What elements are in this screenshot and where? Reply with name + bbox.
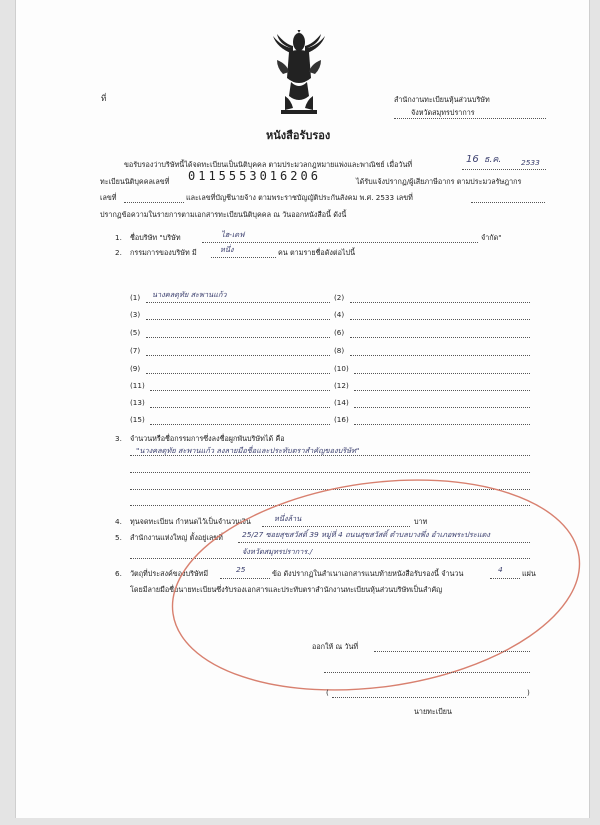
signatory-paren-open: ( xyxy=(326,688,329,697)
office-name: สำนักงานทะเบียนหุ้นส่วนบริษัท xyxy=(394,95,490,104)
item1-label: ชื่อบริษัท "บริษัท xyxy=(130,233,181,242)
item6-label: วัตถุที่ประสงค์ของบริษัทมี xyxy=(130,569,209,578)
para1-line2-label: ทะเบียนนิติบุคคลเลขที่ xyxy=(100,177,170,186)
para1-line1: ขอรับรองว่าบริษัทนี้ได้จดทะเบียนเป็นนิติบุคคล ตามประมวลกฎหมายแพ่งและพาณิชย์ เมื่อวันที่ xyxy=(124,160,413,169)
director-line-3 xyxy=(146,319,330,320)
item4-number: 4. xyxy=(115,517,122,526)
director-line-16 xyxy=(354,424,530,425)
director-no-2: (2) xyxy=(334,293,345,302)
director-no-7: (7) xyxy=(130,346,141,355)
item2-number: 2. xyxy=(115,248,122,257)
item1-tail: จำกัด" xyxy=(481,233,502,242)
para1-line3-label: เลขที่ xyxy=(100,193,117,202)
item6-tail: แผ่น xyxy=(522,569,536,578)
signatory-name-line xyxy=(332,697,526,698)
item2-label: กรรมการของบริษัท มี xyxy=(130,248,197,257)
para1-line3-mid: และเลขที่บัญชีนายจ้าง ตามพระราชบัญญัติประกันสังคม พ.ศ. 2533 เลขที่ xyxy=(186,193,413,202)
director-line-1 xyxy=(146,302,330,303)
director-line-7 xyxy=(146,355,330,356)
date-day: 16 xyxy=(466,154,479,165)
address-line-1: 25/27 ซอยสุขสวัสดิ์ 39 หมู่ที่ 4 ถนนสุขสวัสดิ์ ตำบลบางพึ่ง อำเภอพระประแดง xyxy=(242,530,491,539)
item6-number: 6. xyxy=(115,569,122,578)
director-line-8 xyxy=(350,355,530,356)
issued-date-line xyxy=(374,651,530,652)
item6-mid: ข้อ ดังปรากฏในสำเนาเอกสารแนบท้ายหนังสือรับรองนี้ จำนวน xyxy=(272,569,464,578)
director-no-3: (3) xyxy=(130,310,141,319)
capital-amount: หนึ่งล้าน xyxy=(274,514,302,523)
director-no-10: (10) xyxy=(334,364,349,373)
document-title: หนังสือรับรอง xyxy=(266,129,331,142)
director-line-12 xyxy=(354,390,530,391)
issued-date-label: ออกให้ ณ วันที่ xyxy=(312,642,359,651)
employer-id-line xyxy=(471,202,545,203)
director-line-15 xyxy=(150,424,330,425)
director-line-13 xyxy=(150,407,330,408)
signature-line xyxy=(324,672,530,673)
director-line-6 xyxy=(350,337,530,338)
director-no-16: (16) xyxy=(334,415,349,424)
director-no-5: (5) xyxy=(130,328,141,337)
director-no-1: (1) xyxy=(130,293,141,302)
tax-id-line xyxy=(124,202,184,203)
item5-number: 5. xyxy=(115,533,122,542)
attachment-pages: 4 xyxy=(498,565,503,574)
item1-line xyxy=(202,242,478,243)
company-name: ไฮ-เดฟ xyxy=(221,230,245,239)
director-line-11 xyxy=(150,390,330,391)
item5-label: สำนักงานแห่งใหญ่ ตั้งอยู่เลขที่ xyxy=(130,533,223,542)
director-count: หนึ่ง xyxy=(220,245,234,254)
item3-number: 3. xyxy=(115,434,122,443)
director-line-4 xyxy=(350,319,530,320)
item3-line-2 xyxy=(130,472,530,473)
office-province: จังหวัดสมุทรปราการ xyxy=(411,108,475,117)
director-line-14 xyxy=(354,407,530,408)
director-no-13: (13) xyxy=(130,398,145,407)
director-name-1: นางคลดุทัย สะพานแก้ว xyxy=(152,290,227,299)
director-line-2 xyxy=(350,302,530,303)
item3-label: จำนวนหรือชื่อกรรมการซึ่งลงชื่อผูกพันบริษัทได้ คือ xyxy=(130,434,285,443)
item4-tail: บาท xyxy=(414,517,428,526)
director-no-8: (8) xyxy=(334,346,345,355)
item3-line-1 xyxy=(130,455,530,456)
item1-number: 1. xyxy=(115,233,122,242)
director-no-15: (15) xyxy=(130,415,145,424)
para1-line2-tail: ได้รับแจ้งปรากฏ/ผู้เสียภาษีอากร ตามประมวลรัษฎากร xyxy=(356,177,522,186)
director-line-5 xyxy=(146,337,330,338)
address-line-2: จังหวัดสมุทรปราการ./ xyxy=(242,547,313,556)
director-line-9 xyxy=(146,373,330,374)
date-month: ธ.ค. xyxy=(484,155,502,165)
signing-authority: "นางคลดุทัย สะพานแก้ว ลงลายมือชื่อและประทับตราสำคัญของบริษัท" xyxy=(136,446,360,455)
red-stamp-ellipse xyxy=(166,478,586,693)
objectives-count: 25 xyxy=(236,565,246,574)
intro-text: ปรากฏข้อความในรายการตามเอกสารทะเบียนนิติบุคคล ณ วันออกหนังสือนี้ ดังนี้ xyxy=(100,210,347,219)
director-no-6: (6) xyxy=(334,328,345,337)
registration-number: 0115553016206 xyxy=(188,169,321,183)
signatory-title: นายทะเบียน xyxy=(414,707,452,716)
item4-label: ทุนจดทะเบียน กำหนดไว้เป็นจำนวนเงิน xyxy=(130,517,251,526)
garuda-emblem xyxy=(271,30,327,116)
date-year: 2533 xyxy=(521,158,540,167)
director-line-10 xyxy=(354,373,530,374)
office-province-line xyxy=(394,118,546,119)
director-no-4: (4) xyxy=(334,310,345,319)
director-no-12: (12) xyxy=(334,381,349,390)
date-line xyxy=(462,169,546,170)
certificate-page xyxy=(15,0,590,818)
ref-number-label: ที่ xyxy=(101,94,107,103)
signatory-paren-close: ) xyxy=(527,688,530,697)
item6-line2: โดยมีลายมือชื่อนายทะเบียนซึ่งรับรองเอกสารและประทับตราสำนักงานทะเบียนหุ้นส่วนบริษัทเป็นสำคัญ xyxy=(130,585,443,594)
director-no-14: (14) xyxy=(334,398,349,407)
director-no-11: (11) xyxy=(130,381,145,390)
item2-line xyxy=(211,257,276,258)
item2-tail: คน ตามรายชื่อดังต่อไปนี้ xyxy=(278,248,356,257)
director-no-9: (9) xyxy=(130,364,141,373)
